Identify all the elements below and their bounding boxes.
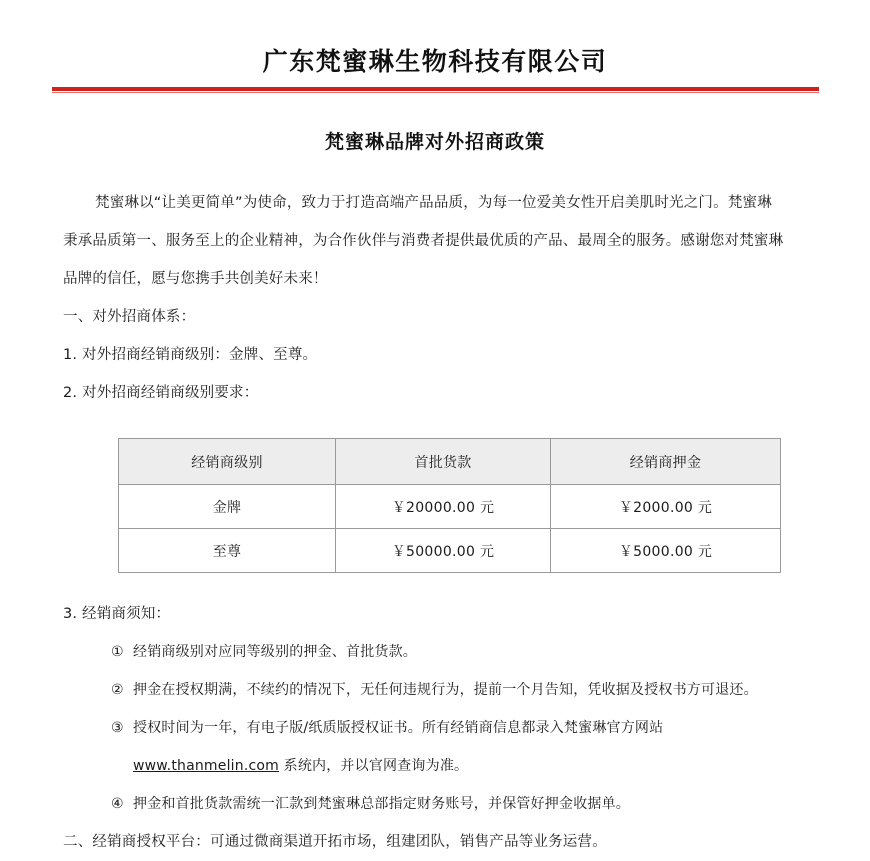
tier-table-container — [63, 438, 807, 573]
table-header-row — [119, 439, 781, 485]
list-marker: ① — [111, 644, 124, 661]
table-cell-deposit: ￥2000.00 元 — [551, 485, 781, 529]
divider-thick-line — [52, 87, 819, 91]
list-marker: ③ — [111, 720, 124, 737]
header-divider-rule — [52, 87, 819, 94]
section-one-item-1: 1. 对外招商经销商级别：金牌、至尊。 — [63, 347, 318, 364]
table-cell-level: 至尊 — [119, 529, 336, 573]
document-body — [0, 184, 870, 861]
table-header-cell-level: 经销商级别 — [119, 439, 336, 485]
list-item — [63, 709, 807, 785]
list-item — [63, 633, 807, 671]
list-item-text: 押金在授权期满，不续约的情况下，无任何违规行为，提前一个月告知，凭收据及授权书方可退还。 — [133, 682, 758, 699]
table-cell-first-order: ￥20000.00 元 — [336, 485, 551, 529]
list-item — [63, 671, 807, 709]
document-header — [0, 0, 870, 94]
dealer-tier-table — [118, 438, 781, 573]
list-item-text: 授权时间为一年，有电子版/纸质版授权证书。所有经销商信息都录入梵蜜琳官方网站 — [133, 720, 664, 737]
document-subtitle: 梵蜜琳品牌对外招商政策 — [324, 131, 545, 154]
table-header-cell-deposit: 经销商押金 — [551, 439, 781, 485]
section-one-item-3: 3. 经销商须知： — [63, 606, 171, 623]
table-cell-level: 金牌 — [119, 485, 336, 529]
list-marker: ② — [111, 682, 124, 699]
table-cell-first-order: ￥50000.00 元 — [336, 529, 551, 573]
list-item-continuation — [111, 747, 807, 785]
table-cell-deposit: ￥5000.00 元 — [551, 529, 781, 573]
table-row — [119, 529, 781, 573]
section-heading-two: 二、经销商授权平台：可通过微商渠道开拓市场，组建团队，销售产品等业务运营。 — [63, 834, 607, 851]
list-marker: ④ — [111, 796, 124, 813]
list-item — [63, 785, 807, 823]
official-website-link[interactable]: www.thanmelin.com — [133, 758, 279, 775]
table-header-cell-first-order: 首批货款 — [336, 439, 551, 485]
intro-paragraph-line-3: 品牌的信任，愿与您携手共创美好未来！ — [63, 271, 328, 288]
list-item-continuation-text: 系统内，并以官网查询为准。 — [278, 758, 469, 775]
section-heading-one: 一、对外招商体系： — [63, 309, 196, 326]
company-title: 广东梵蜜琳生物科技有限公司 — [262, 47, 608, 76]
section-one-item-2: 2. 对外招商经销商级别要求： — [63, 385, 259, 402]
intro-paragraph-line-2: 秉承品质第一、服务至上的企业精神，为合作伙伴与消费者提供最优质的产品、最周全的服务。感谢您对梵蜜琳 — [63, 233, 784, 250]
list-item-text: 经销商级别对应同等级别的押金、首批货款。 — [133, 644, 417, 661]
list-item-text: 押金和首批货款需统一汇款到梵蜜琳总部指定财务账号，并保管好押金收据单。 — [133, 796, 630, 813]
divider-thin-line — [52, 92, 819, 93]
intro-paragraph-line-1: 梵蜜琳以“让美更简单”为使命，致力于打造高端产品品质，为每一位爱美女性开启美肌时光之门。梵蜜琳 — [95, 195, 772, 212]
table-row — [119, 485, 781, 529]
notices-list — [63, 633, 807, 823]
